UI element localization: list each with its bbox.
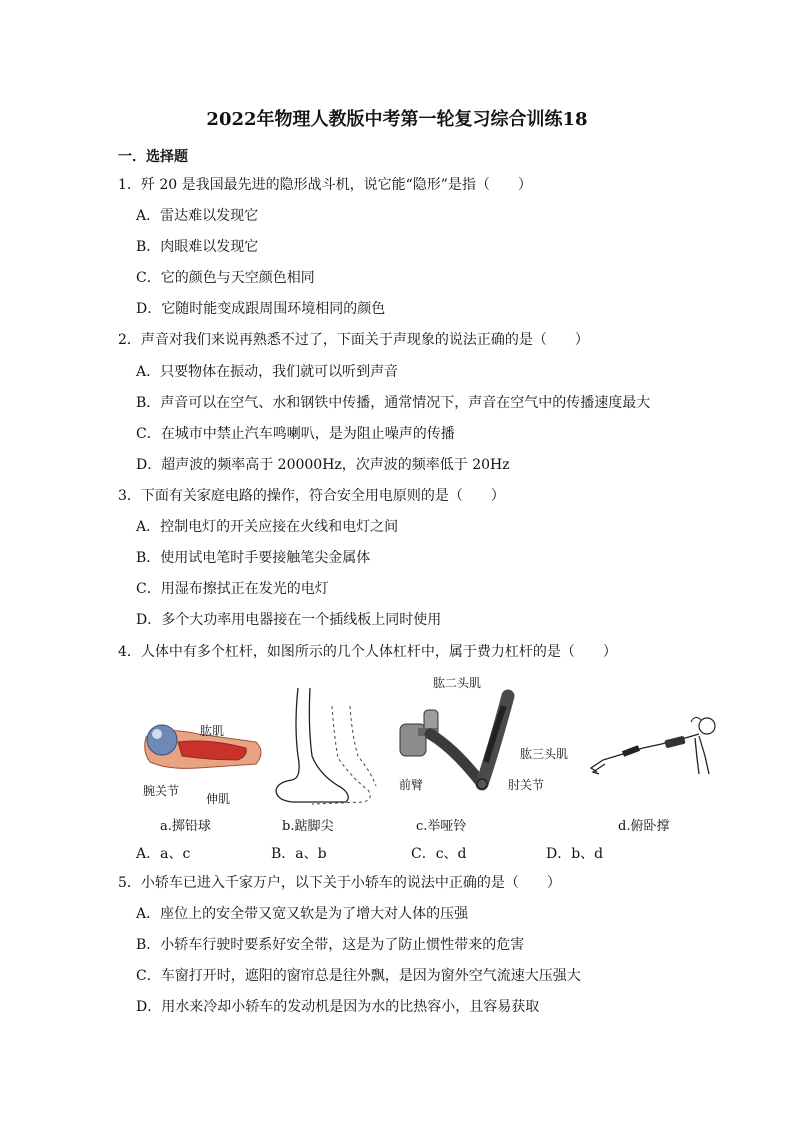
question-4-option-d: D．b、d	[546, 846, 604, 862]
label-extensor: 伸肌	[206, 792, 231, 806]
question-2-option-a: A．只要物体在振动，我们就可以听到声音	[136, 364, 399, 380]
question-5-option-d: D．用水来冷却小轿车的发动机是因为水的比热容小，且容易获取	[136, 999, 540, 1015]
question-1-option-d: D．它随时能变成跟周围环境相同的颜色	[136, 301, 386, 317]
label-elbow: 肘关节	[508, 778, 545, 792]
question-4-stem: 4．人体中有多个杠杆，如图所示的几个人体杠杆中，属于费力杠杆的是（ ）	[118, 644, 617, 660]
question-3-option-c: C．用湿布擦拭正在发光的电灯	[136, 581, 329, 597]
section-heading: 一．选择题	[118, 149, 188, 165]
label-forearm: 前臂	[399, 778, 424, 792]
figure-d-pushup	[583, 712, 743, 787]
label-shoulder-muscle: 肱肌	[200, 724, 225, 738]
figure-b-tiptoe	[272, 686, 382, 811]
question-4-option-c: C．c、d	[411, 846, 467, 862]
question-5-option-c: C．车窗打开时，遮阳的窗帘总是往外飘，是因为窗外空气流速大压强大	[136, 968, 581, 984]
question-4-option-a: A．a、c	[136, 846, 191, 862]
question-2-stem: 2．声音对我们来说再熟悉不过了，下面关于声现象的说法正确的是（ ）	[118, 332, 589, 348]
page-title: 2022年物理人教版中考第一轮复习综合训练18	[206, 109, 588, 130]
question-5-option-a: A．座位上的安全带又宽又软是为了增大对人体的压强	[136, 906, 469, 922]
label-biceps: 肱二头肌	[433, 676, 482, 690]
caption-c: c.举哑铃	[416, 819, 467, 834]
question-3-option-d: D．多个大功率用电器接在一个插线板上同时使用	[136, 612, 442, 628]
label-wrist-joint: 腕关节	[143, 784, 180, 798]
question-5-option-b: B．小轿车行驶时要系好安全带，这是为了防止惯性带来的危害	[136, 937, 525, 953]
question-3-option-a: A．控制电灯的开关应接在火线和电灯之间	[136, 519, 399, 535]
label-triceps: 肱三头肌	[520, 747, 569, 761]
question-2-option-d: D．超声波的频率高于 20000Hz，次声波的频率低于 20Hz	[136, 457, 510, 473]
question-2-option-b: B．声音可以在空气、水和钢铁中传播，通常情况下，声音在空气中的传播速度最大	[136, 395, 651, 411]
question-1-option-a: A．雷达难以发现它	[136, 208, 259, 224]
caption-b: b.踮脚尖	[282, 819, 334, 834]
question-1-stem: 1．歼 20 是我国最先进的隐形战斗机，说它能“隐形”是指（ ）	[118, 177, 532, 193]
question-4-option-b: B．a、b	[271, 846, 327, 862]
question-1-option-c: C．它的颜色与天空颜色相同	[136, 270, 315, 286]
question-3-option-b: B．使用试电笔时手要接触笔尖金属体	[136, 550, 371, 566]
question-5-stem: 5．小轿车已进入千家万户，以下关于小轿车的说法中正确的是（ ）	[118, 875, 561, 891]
question-3-stem: 3．下面有关家庭电路的操作，符合安全用电原则的是（ ）	[118, 488, 505, 504]
caption-d: d.俯卧撑	[618, 819, 670, 834]
question-1-option-b: B．肉眼难以发现它	[136, 239, 259, 255]
question-2-option-c: C．在城市中禁止汽车鸣喇叭，是为阻止噪声的传播	[136, 426, 455, 442]
caption-a: a.掷铅球	[160, 819, 211, 834]
